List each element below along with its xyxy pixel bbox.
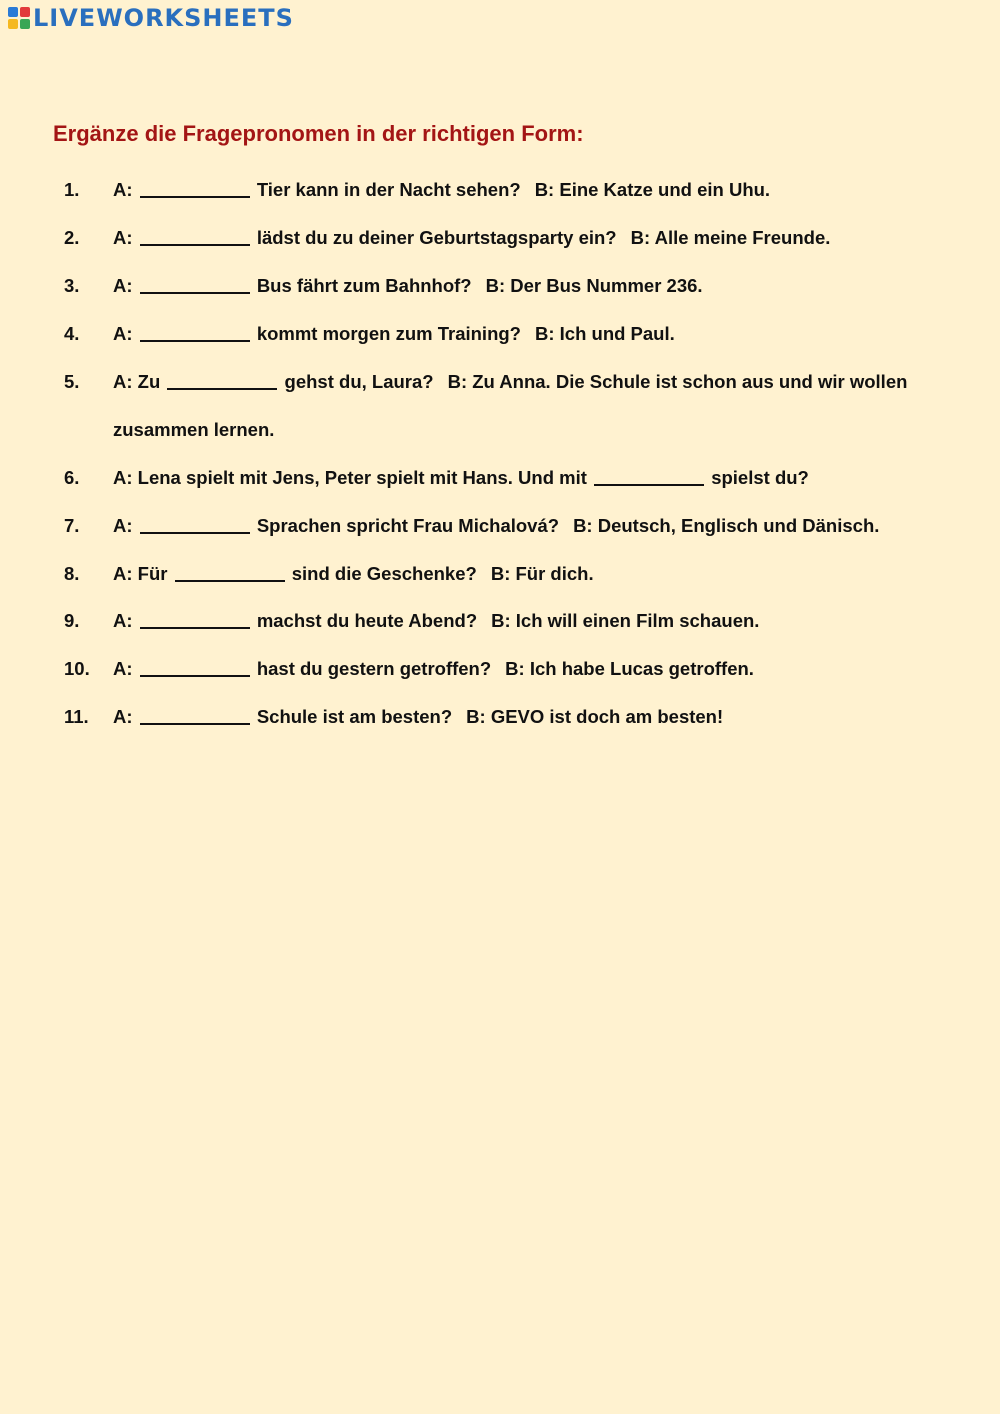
question-prefix: A: Zu	[113, 371, 161, 392]
question-prefix: A: Für	[113, 563, 168, 584]
item-number: 8.	[64, 563, 80, 584]
answer-text: B: Deutsch, Englisch und Dänisch.	[573, 515, 880, 536]
exercise-item	[64, 502, 974, 550]
exercise-item	[64, 645, 974, 693]
answer-blank[interactable]	[167, 371, 277, 390]
answer-blank[interactable]	[140, 658, 250, 677]
exercise-item	[64, 597, 974, 645]
answer-blank[interactable]	[175, 563, 285, 582]
exercise-item	[64, 550, 974, 598]
exercise-item	[64, 262, 974, 310]
exercise-item	[64, 454, 974, 502]
question-suffix: spielst du?	[711, 467, 809, 488]
item-number: 5.	[64, 371, 80, 392]
logo-block	[8, 19, 18, 29]
answer-blank[interactable]	[140, 515, 250, 534]
item-number: 2.	[64, 227, 80, 248]
exercise-item	[64, 166, 974, 214]
question-suffix: Tier kann in der Nacht sehen?	[256, 179, 521, 200]
item-text	[113, 358, 974, 454]
item-number: 4.	[64, 323, 80, 344]
answer-blank[interactable]	[594, 467, 704, 486]
item-number: 7.	[64, 515, 80, 536]
item-text	[113, 645, 974, 693]
item-text	[113, 597, 974, 645]
answer-text: B: Eine Katze und ein Uhu.	[534, 179, 771, 200]
answer-blank[interactable]	[140, 227, 250, 246]
question-prefix: A:	[113, 323, 133, 344]
item-number: 11.	[64, 706, 89, 727]
item-number: 9.	[64, 610, 80, 631]
item-number: 3.	[64, 275, 80, 296]
answer-text: B: GEVO ist doch am besten!	[466, 706, 724, 727]
logo-block	[20, 19, 30, 29]
question-prefix: A:	[113, 706, 133, 727]
item-text	[113, 214, 974, 262]
answer-text: B: Ich und Paul.	[534, 323, 675, 344]
question-suffix: gehst du, Laura?	[284, 371, 434, 392]
item-text	[113, 262, 974, 310]
item-text	[113, 454, 974, 502]
item-number: 10.	[64, 658, 90, 679]
item-text	[113, 166, 974, 214]
answer-blank[interactable]	[140, 610, 250, 629]
answer-blank[interactable]	[140, 179, 250, 198]
exercise-item	[64, 310, 974, 358]
question-prefix: A:	[113, 275, 133, 296]
question-suffix: hast du gestern getroffen?	[256, 658, 492, 679]
logo-block	[8, 7, 18, 17]
exercise-item	[64, 214, 974, 262]
answer-text: B: Zu Anna. Die Schule ist schon aus und wir wollen zusammen lernen.	[113, 371, 908, 440]
item-text	[113, 502, 974, 550]
question-prefix: A:	[113, 610, 133, 631]
answer-text: B: Ich will einen Film schauen.	[491, 610, 760, 631]
item-number: 6.	[64, 467, 80, 488]
answer-blank[interactable]	[140, 706, 250, 725]
item-text	[113, 310, 974, 358]
item-text	[113, 693, 974, 741]
question-prefix: A:	[113, 179, 133, 200]
exercise-item	[64, 358, 974, 454]
question-prefix: A:	[113, 658, 133, 679]
logo-block	[20, 7, 30, 17]
question-suffix: Sprachen spricht Frau Michalová?	[256, 515, 560, 536]
liveworksheets-logo	[8, 6, 294, 30]
answer-text: B: Für dich.	[490, 563, 594, 584]
question-suffix: Schule ist am besten?	[256, 706, 453, 727]
answer-blank[interactable]	[140, 275, 250, 294]
logo-blocks-icon	[8, 7, 30, 29]
question-suffix: machst du heute Abend?	[256, 610, 478, 631]
question-suffix: sind die Geschenke?	[291, 563, 477, 584]
item-text	[113, 550, 974, 598]
question-suffix: Bus fährt zum Bahnhof?	[256, 275, 472, 296]
question-prefix: A:	[113, 515, 133, 536]
exercise-item	[64, 693, 974, 741]
question-prefix: A:	[113, 227, 133, 248]
question-suffix: lädst du zu deiner Geburtstagsparty ein?	[256, 227, 617, 248]
answer-blank[interactable]	[140, 323, 250, 342]
answer-text: B: Alle meine Freunde.	[630, 227, 831, 248]
question-suffix: kommt morgen zum Training?	[256, 323, 521, 344]
question-prefix: A: Lena spielt mit Jens, Peter spielt mit Hans. Und mit	[113, 467, 587, 488]
logo-text: LIVEWORKSHEETS	[33, 4, 294, 32]
answer-text: B: Ich habe Lucas getroffen.	[505, 658, 754, 679]
item-number: 1.	[64, 179, 80, 200]
worksheet-title: Ergänze die Fragepronomen in der richtigen Form:	[53, 121, 584, 146]
answer-text: B: Der Bus Nummer 236.	[485, 275, 703, 296]
